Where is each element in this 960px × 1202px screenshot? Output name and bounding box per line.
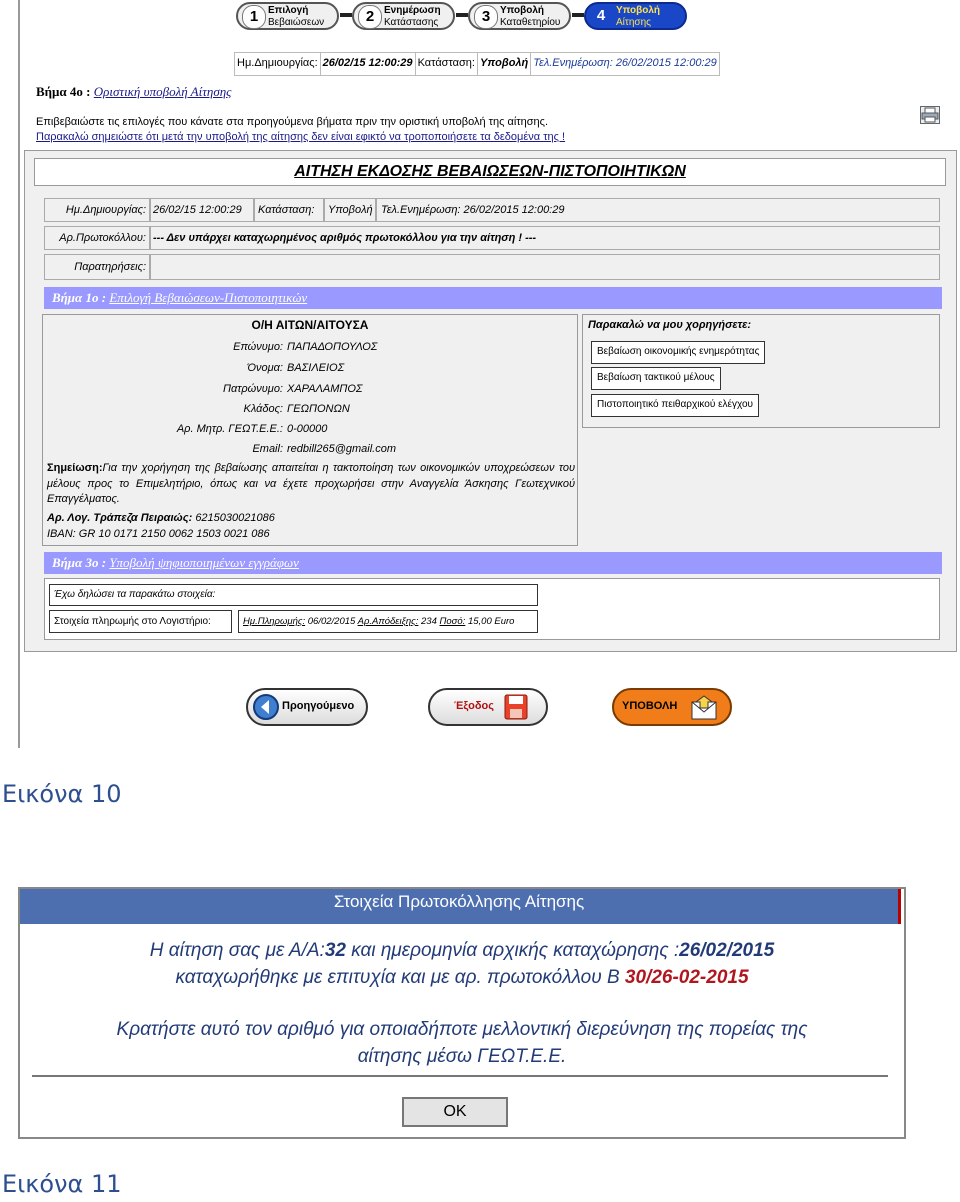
created-value: 26/02/15 12:00:29 [150,198,254,222]
status-value: Υποβολή [478,53,531,75]
iban: IBAN: GR 10 0171 2150 0062 1503 0021 086 [47,528,270,540]
protocol-number: 30/26-02-2015 [624,967,749,988]
email-label: Email: [252,443,283,455]
step3-bar [44,552,942,574]
step1-title-link[interactable]: Επιλογή Βεβαιώσεων-Πιστοποιητικών [109,290,308,305]
name-label: Όνομα: [247,362,283,374]
updated-value: Τελ.Ενημέρωση: 26/02/2015 12:00:29 [533,57,717,69]
bank-value: 6215030021086 [195,512,275,524]
print-icon[interactable] [920,106,940,124]
exit-label: Έξοδος [454,700,494,712]
request-header: Παρακαλώ να μου χορηγήσετε: [588,319,752,331]
amount-value: 15,00 Euro [467,616,515,627]
ok-button[interactable]: OK [402,1097,508,1127]
aa-value: 32 [324,940,346,961]
step-title: Ενημέρωση [384,5,441,16]
created-label: Ημ.Δημιουργίας: [235,53,321,75]
step-subtitle: Κατάστασης [384,17,439,28]
step-number: 1 [242,5,266,29]
payment-label: Στοιχεία πληρωμής στο Λογιστήριο: [49,610,232,633]
wizard-step-1[interactable] [236,2,339,30]
msg-text-1a: Η αίτηση σας με Α/Α: [149,940,325,961]
step-title: Υποβολή [616,5,661,16]
step-subtitle: Αίτησης [616,17,651,28]
receipt-label: Αρ.Απόδειξης: [357,616,419,627]
branch-value: ΓΕΩΠΟΝΩΝ [287,403,350,415]
note-block [47,461,575,508]
step4-note-2: Παρακαλώ σημειώστε ότι μετά την υποβολή της αίτησης δεν είναι εφικτό να τροποποιήσετε τα δεδομένα της ! [36,131,566,143]
branch-label: Κλάδος: [243,403,283,415]
dialog-title: Στοιχεία Πρωτοκόλλησης Αίτησης [20,889,901,924]
updated-value: Τελ.Ενημέρωση: 26/02/2015 12:00:29 [376,198,940,222]
bank-label: Αρ. Λογ. Τράπεζα Πειραιώς: [47,512,193,524]
dialog-message-line-2 [18,967,906,989]
envelope-arrow-icon [690,694,720,725]
amount-label: Ποσό: [439,616,466,627]
surname-label: Επώνυμο: [233,341,283,353]
status-label: Κατάσταση: [416,53,478,75]
step-number: 3 [474,5,498,29]
protocol-label: Αρ.Πρωτοκόλλου: [44,226,150,250]
previous-label: Προηγούμενο [282,700,355,712]
remarks-label: Παρατηρήσεις: [44,254,150,280]
wizard-step-3[interactable] [468,2,571,30]
declared-label: Έχω δηλώσει τα παρακάτω στοιχεία: [49,584,538,606]
applicant-header: Ο/Η ΑΙΤΩΝ/ΑΙΤΟΥΣΑ [251,318,369,332]
receipt-value: 234 [421,616,437,627]
request-member-certificate[interactable]: Βεβαίωση τακτικού μέλους [591,367,721,390]
email-value: redbill265@gmail.com [287,443,396,455]
msg-text-2: καταχωρήθηκε με επιτυχία και με αρ. πρωτοκόλλου Β [175,967,625,988]
payment-details [238,610,538,633]
dialog-divider [32,1075,888,1077]
form-title-box [34,158,946,186]
fathername-label: Πατρώνυμο: [223,383,283,395]
remarks-field [150,254,940,280]
floppy-icon [504,694,528,723]
step3-title-link[interactable]: Υποβολή ψηφιοποιημένων εγγράφων [109,555,299,570]
pay-date: 06/02/2015 [307,616,356,627]
note-text: Για την χορήγηση της βεβαίωσης απαιτείται η τακτοποίηση των οικονομικών υποχρεώσεων του μέλους προς το Επιμελητήριο, όπως και να έχετε προχωρήσει στην Αναγγελία Άσκησης Γεωτεχνικού Επαγγέλματος. [47,462,575,505]
created-value: 26/02/15 12:00:29 [321,53,416,75]
submit-button[interactable] [612,688,732,726]
step1-prefix: Βήμα 1ο : [52,290,107,305]
request-financial-certificate[interactable]: Βεβαίωση οικονομικής ενημερότητας [591,341,765,364]
registry-value: 0-00000 [287,423,328,435]
step-number: 4 [590,5,612,27]
exit-button[interactable] [428,688,548,726]
meta-row [234,52,720,76]
pay-date-label: Ημ.Πληρωμής: [243,616,306,627]
dialog-message-line-4: αίτησης μέσω ΓΕΩΤ.Ε.Ε. [357,1046,567,1067]
dialog-message-line-3: Κρατήστε αυτό τον αριθμό για οποιαδήποτε μελλοντική διερεύνηση της πορείας της [116,1019,808,1040]
step-connector [456,13,468,17]
status-label: Κατάσταση: [254,198,324,222]
step-title: Επιλογή [268,5,309,16]
name-value: ΒΑΣΙΛΕΙΟΣ [287,362,345,374]
note-label: Σημείωση: [47,462,103,474]
step3-prefix: Βήμα 3ο : [52,555,107,570]
date-value: 26/02/2015 [679,940,775,961]
step1-bar [44,287,942,309]
previous-button[interactable] [246,688,368,726]
step-subtitle: Καταθετηρίου [500,17,561,28]
step4-note-1: Επιβεβαιώστε τις επιλογές που κάνατε στα προηγούμενα βήματα πριν την οριστική υποβολή της αίτησης. [36,116,548,128]
step-number: 2 [358,5,382,29]
wizard-step-2[interactable] [352,2,455,30]
step4-prefix: Βήμα 4ο : [36,84,91,99]
protocol-value: --- Δεν υπάρχει καταχωρημένος αριθμός πρωτοκόλλου για την αίτηση ! --- [150,226,940,250]
step4-heading [36,84,231,100]
form-title: ΑΙΤΗΣΗ ΕΚΔΟΣΗΣ ΒΕΒΑΙΩΣΕΩΝ-ΠΙΣΤΟΠΟΙΗΤΙΚΩΝ [294,163,686,180]
figure-11-caption: Εικόνα 11 [2,1170,122,1198]
fathername-value: ΧΑΡΑΛΑΜΠΟΣ [287,383,363,395]
created-label: Ημ.Δημιουργίας: [44,198,150,222]
step-connector [572,13,584,17]
step-title: Υποβολή [500,5,545,16]
dialog-message-line-1 [18,940,906,962]
back-arrow-icon [253,694,279,723]
msg-text-1b: και ημερομηνία αρχικής καταχώρησης : [345,940,680,961]
surname-value: ΠΑΠΑΔΟΠΟΥΛΟΣ [287,341,378,353]
bank-line [47,512,275,524]
request-disciplinary-certificate[interactable]: Πιστοποιητικό πειθαρχικού ελέγχου [591,394,759,417]
status-value: Υποβολή [324,198,376,222]
submit-label: ΥΠΟΒΟΛΗ [622,700,678,712]
registry-label: Αρ. Μητρ. ΓΕΩΤ.Ε.Ε.: [176,423,283,435]
step4-title-link[interactable]: Οριστική υποβολή Αίτησης [93,84,232,99]
step-connector [340,13,352,17]
step-subtitle: Βεβαιώσεων [268,17,325,28]
wizard-step-4[interactable] [584,2,687,30]
figure-10-caption: Εικόνα 10 [2,780,122,808]
